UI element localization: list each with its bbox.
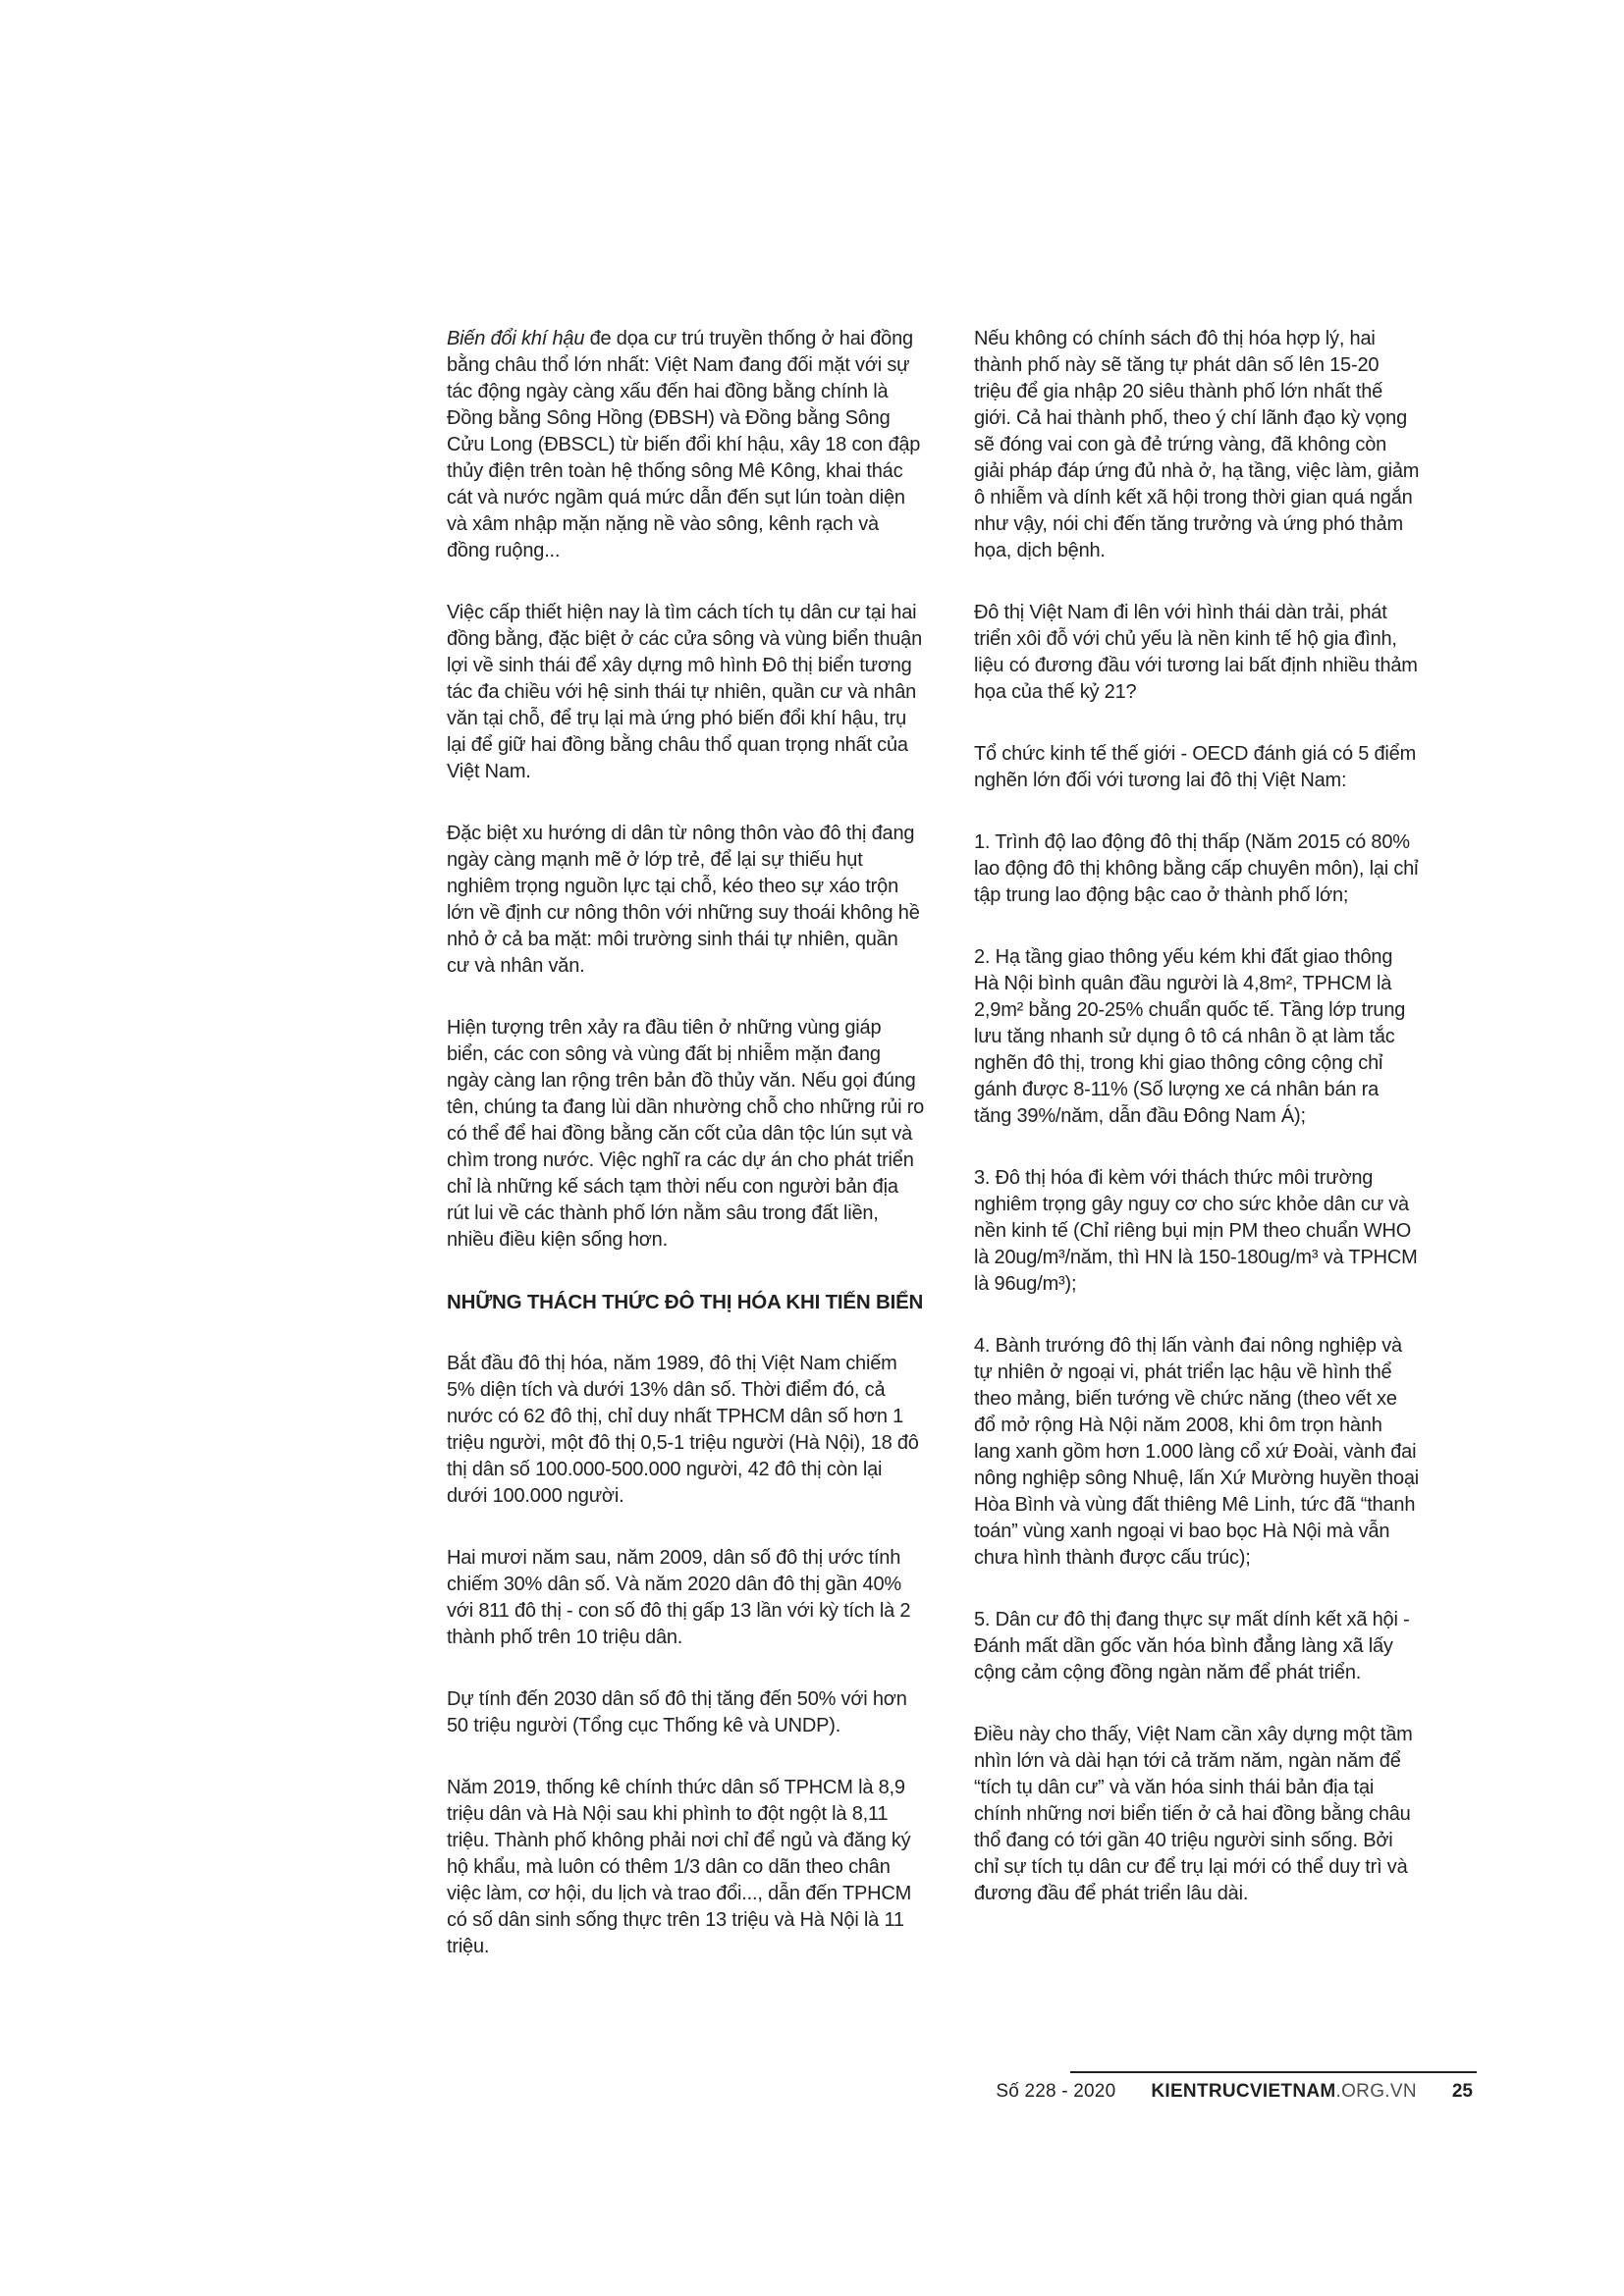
footer-brand (1133, 2073, 1435, 2109)
paragraph: Dự tính đến 2030 dân số đô thị tăng đến 50% với hơn 50 triệu người (Tổng cục Thống kê và UNDP). (447, 1688, 907, 1736)
article-left-column (447, 326, 925, 1960)
article-right-column (974, 326, 1421, 1960)
numbered-list-item: 5. Dân cư đô thị đang thực sự mất dính kết xã hội - Đánh mất dần gốc văn hóa bình đẳng làng xã lấy cộng cảm cộng đồng ngàn năm để phát triển. (974, 1609, 1410, 1683)
footer-page-number: 25 (1451, 2081, 1473, 2102)
paragraph: Việc cấp thiết hiện nay là tìm cách tích tụ dân cư tại hai đồng bằng, đặc biệt ở các cửa sông và vùng biển thuận lợi về sinh thái để xây dựng mô hình Đô thị biển tương tác đa chiều với hệ sinh thái tự nhiên, quần cư và nhân văn tại chỗ, để trụ lại mà ứng phó biến đổi khí hậu, trụ lại để giữ hai đồng bằng châu thổ quan trọng nhất của Việt Nam. (447, 602, 923, 782)
footer-brand-name: KIENTRUCVIETNAM (1151, 2081, 1336, 2102)
paragraph: Hai mươi năm sau, năm 2009, dân số đô thị ước tính chiếm 30% dân số. Và năm 2020 dân đô thị gần 40% với 811 đô thị - con số đô thị gấp 13 lần với kỳ tích là 2 thành phố trên 10 triệu dân. (447, 1547, 911, 1648)
numbered-list-item: 2. Hạ tầng giao thông yếu kém khi đất giao thông Hà Nội bình quân đầu người là 4,8m², TPHCM là 2,9m² bằng 20-25% chuẩn quốc tế. Tầng lớp trung lưu tăng nhanh sử dụng ô tô cá nhân ồ ạt làm tắc nghẽn đô thị, trong khi giao thông công cộng chỉ gánh được 8-11% (Số lượng xe cá nhân bán ra tăng 39%/năm, dẫn đầu Đông Nam Á); (974, 946, 1406, 1127)
footer-brand-domain-suffix: .ORG.VN (1335, 2081, 1417, 2102)
page-footer (996, 2071, 1477, 2109)
paragraph: Bắt đầu đô thị hóa, năm 1989, đô thị Việt Nam chiếm 5% diện tích và dưới 13% dân số. Thời điểm đó, cả nước có 62 đô thị, chỉ duy nhất TPHCM dân số hơn 1 triệu người, một đô thị 0,5-1 triệu người (Hà Nội), 18 đô thị dân số 100.000-500.000 người, 42 đô thị còn lại dưới 100.000 người. (447, 1353, 919, 1507)
paragraph (447, 326, 925, 564)
paragraph: Đô thị Việt Nam đi lên với hình thái dàn trải, phát triển xôi đỗ với chủ yếu là nền kinh tế hộ gia đình, liệu có đương đầu với tương lai bất định nhiều thảm họa của thế kỷ 21? (974, 602, 1418, 703)
numbered-list-item: 4. Bành trướng đô thị lấn vành đai nông nghiệp và tự nhiên ở ngoại vi, phát triển lạc hậu về hình thể theo mảng, biến tướng về chức năng (theo vết xe đổ mở rộng Hà Nội năm 2008, khi ôm trọn hành lang xanh gồm hơn 1.000 làng cổ xứ Đoài, vành đai nông nghiệp sông Nhuệ, lấn Xứ Mường huyền thoại Hòa Bình và vùng đất thiêng Mê Linh, tức đã “thanh toán” vùng xanh ngoại vi bao bọc Hà Nội mà vẫn chưa hình thành được cấu trúc); (974, 1335, 1420, 1569)
article-body (447, 326, 1421, 1960)
paragraph: Năm 2019, thống kê chính thức dân số TPHCM là 8,9 triệu dân và Hà Nội sau khi phình to đột ngột là 8,11 triệu. Thành phố không phải nơi chỉ để ngủ và đăng ký hộ khẩu, mà luôn có thêm 1/3 dân co dãn theo chân việc làm, cơ hội, du lịch và trao đổi..., dẫn đến TPHCM có số dân sinh sống thực trên 13 triệu và Hà Nội là 11 triệu. (447, 1777, 912, 1957)
numbered-list-item: 1. Trình độ lao động đô thị thấp (Năm 2015 có 80% lao động đô thị không bằng cấp chuyên môn), lại chỉ tập trung lao động bậc cao ở thành phố lớn; (974, 831, 1419, 906)
paragraph: Tổ chức kinh tế thế giới - OECD đánh giá có 5 điểm nghẽn lớn đối với tương lai đô thị Việt Nam: (974, 743, 1417, 791)
paragraph-text: đe dọa cư trú truyền thống ở hai đồng bằng châu thổ lớn nhất: Việt Nam đang đối mặt với sự tác động ngày càng xấu đến hai đồng bằng chính là Đồng bằng Sông Hồng (ĐBSH) và Đồng bằng Sông Cửu Long (ĐBSCL) từ biến đổi khí hậu, xây 18 con đập thủy điện trên toàn hệ thống sông Mê Kông, khai thác cát và nước ngầm quá mức dẫn đến sụt lún toàn diện và xâm nhập mặn nặng nề vào sông, kênh rạch và đồng ruộng... (447, 328, 921, 561)
paragraph: Nếu không có chính sách đô thị hóa hợp lý, hai thành phố này sẽ tăng tự phát dân số lên 15-20 triệu để gia nhập 20 siêu thành phố lớn nhất thế giới. Cả hai thành phố, theo ý chí lãnh đạo kỳ vọng sẽ đóng vai con gà đẻ trứng vàng, đã không còn giải pháp đáp ứng đủ nhà ở, hạ tầng, việc làm, giảm ô nhiễm và dính kết xã hội trong thời gian quá ngắn như vậy, nói chi đến tăng trưởng và ứng phó thảm họa, dịch bệnh. (974, 328, 1420, 561)
numbered-list-item: 3. Đô thị hóa đi kèm với thách thức môi trường nghiêm trọng gây nguy cơ cho sức khỏe dân cư và nền kinh tế (Chỉ riêng bụi mịn PM theo chuẩn WHO là 20ug/m³/năm, thì HN là 150-180ug/m³ và TPHCM là 96ug/m³); (974, 1167, 1418, 1295)
footer-issue-number: Số 228 - 2020 (996, 2081, 1116, 2102)
section-heading: NHỮNG THÁCH THỨC ĐÔ THỊ HÓA KHI TIẾN BIỂN (447, 1291, 924, 1313)
paragraph: Hiện tượng trên xảy ra đầu tiên ở những vùng giáp biển, các con sông và vùng đất bị nhiễm mặn đang ngày càng lan rộng trên bản đồ thủy văn. Nếu gọi đúng tên, chúng ta đang lùi dần nhường chỗ cho những rủi ro có thể để hai đồng bằng căn cốt của dân tộc lún sụt và chìm trong nước. Việc nghĩ ra các dự án cho phát triển chỉ là những kế sách tạm thời nếu con người bản địa rút lui về các thành phố lớn nằm sâu trong đất liền, nhiều điều kiện sống hơn. (447, 1017, 925, 1251)
paragraph: Điều này cho thấy, Việt Nam cần xây dựng một tầm nhìn lớn và dài hạn tới cả trăm năm, ngàn năm để “tích tụ dân cư” và văn hóa sinh thái bản địa tại chính những nơi biển tiến ở cả hai đồng bằng châu thổ đang có tới gần 40 triệu người sinh sống. Bởi chỉ sự tích tụ dân cư để trụ lại mới có thể duy trì và đương đầu để phát triển lâu dài. (974, 1724, 1413, 1904)
paragraph: Đặc biệt xu hướng di dân từ nông thôn vào đô thị đang ngày càng mạnh mẽ ở lớp trẻ, để lại sự thiếu hụt nghiêm trọng nguồn lực tại chỗ, kéo theo sự xáo trộn lớn về định cư nông thôn với những suy thoái không hề nhỏ ở cả ba mặt: môi trường sinh thái tự nhiên, quần cư và nhân văn. (447, 823, 920, 977)
paragraph-lead-italic: Biến đổi khí hậu (447, 328, 585, 349)
